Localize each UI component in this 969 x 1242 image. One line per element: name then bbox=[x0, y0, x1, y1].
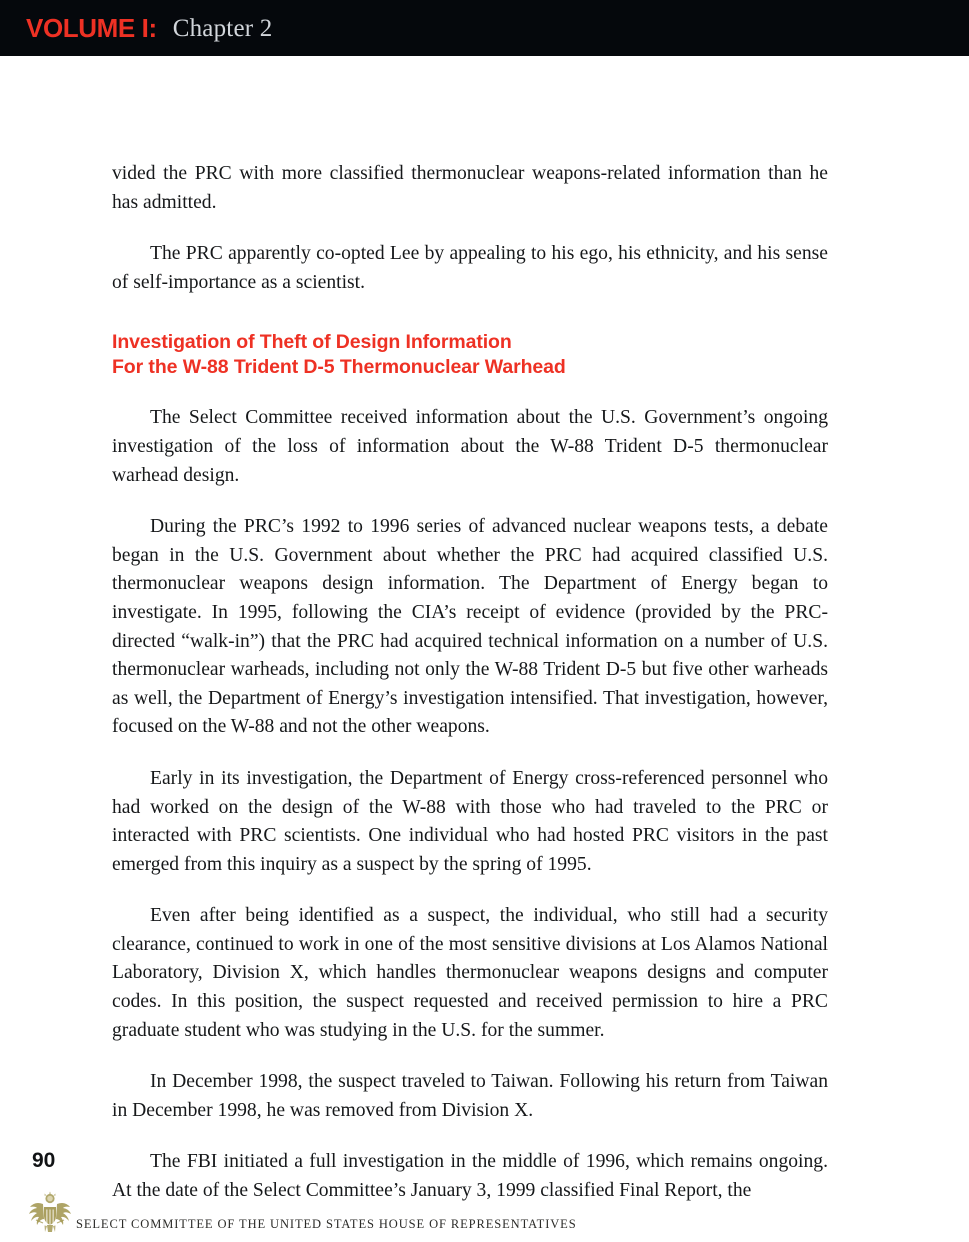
section-heading bbox=[112, 330, 828, 380]
paragraph-prc-co-opted-lee: The PRC apparently co-opted Lee by appealing to his ego, his ethnicity, and his sense of self-importance as a scientist. bbox=[112, 243, 828, 293]
page-footer bbox=[24, 1186, 724, 1238]
paragraph-select-committee-received: The Select Committee received information about the U.S. Government’s ongoing investigation of the loss of information about the W-88 Trident D-5 thermonuclear warhead design. bbox=[112, 407, 828, 486]
page-header-bar bbox=[0, 0, 969, 56]
page-number: 90 bbox=[32, 1149, 56, 1172]
volume-label: VOLUME I: bbox=[26, 13, 157, 43]
section-heading-line-2: For the W-88 Trident D-5 Thermonuclear Warhead bbox=[112, 356, 566, 379]
paragraph-fbi-investigation: The FBI initiated a full investigation in the middle of 1996, which remains ongoing. At the date of the Select Committee’s January 3, 1999 classified Final Report, the bbox=[112, 1151, 828, 1202]
footer-committee-text: SELECT COMMITTEE OF THE UNITED STATES HOUSE OF REPRESENTATIVES bbox=[76, 1217, 577, 1231]
document-body bbox=[112, 160, 828, 1206]
chapter-label: Chapter 2 bbox=[172, 14, 273, 42]
paragraph-doe-cross-referenced: Early in its investigation, the Department of Energy cross-referenced personnel who had worked on the design of the W-88 with those who had traveled to the PRC or interacted with PRC scientists. One individual who had hosted PRC visitors in the past emerged from this inquiry as a suspect by the spring of 1995. bbox=[112, 767, 828, 875]
paragraph-continued: vided the PRC with more classified thermonuclear weapons-related information than he has admitted. bbox=[112, 163, 828, 213]
paragraph-prc-nuclear-tests-debate: During the PRC’s 1992 to 1996 series of advanced nuclear weapons tests, a debate began in the U.S. Government about whether the PRC had acquired classified U.S. thermonuclear weapons design information. The Department of Energy began to investigate. In 1995, following the CIA’s receipt of evidence (provided by the PRC-directed “walk-in”) that the PRC had acquired technical information on a number of U.S. thermonuclear warheads, including not only the W-88 Trident D-5 but five other warheads as well, the Department of Energy’s investigation intensified. That investigation, however, focused on the W-88 and not the other weapons. bbox=[112, 516, 828, 738]
section-heading-line-1: Investigation of Theft of Design Information bbox=[112, 331, 512, 354]
paragraph-suspect-security-clearance: Even after being identified as a suspect, the individual, who still had a security clearance, continued to work in one of the most sensitive divisions at Los Alamos National Laboratory, Division X, which handles thermonuclear weapons designs and computer codes. In this position, the suspect requested and received permission to hire a PRC graduate student who was studying in the U.S. for the summer. bbox=[112, 905, 828, 1041]
paragraph-december-1998-taiwan: In December 1998, the suspect traveled to Taiwan. Following his return from Taiwan in December 1998, he was removed from Division X. bbox=[112, 1071, 828, 1121]
eagle-seal-icon bbox=[24, 1187, 76, 1237]
